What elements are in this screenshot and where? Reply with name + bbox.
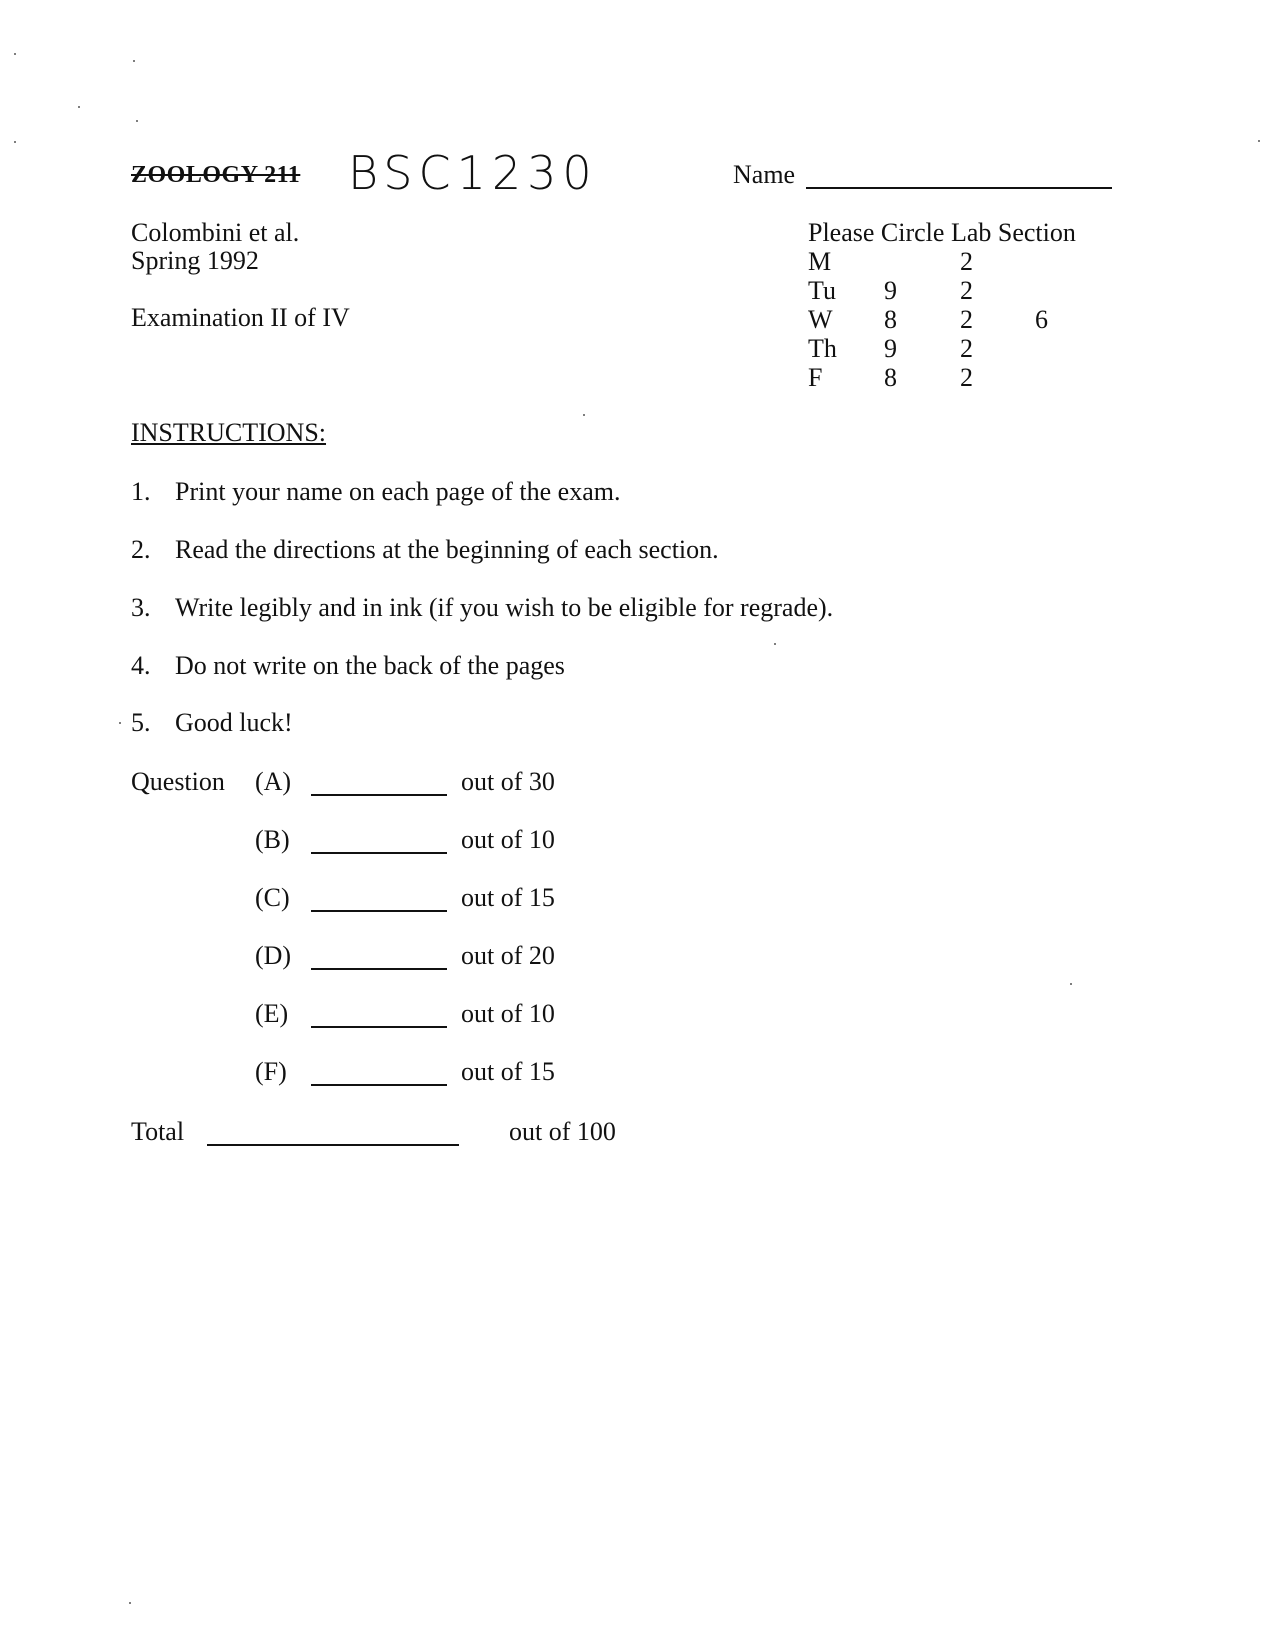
instruction-text: Write legibly and in ink (if you wish to be eligible for regrade). xyxy=(175,593,834,622)
lab-option[interactable]: 2 xyxy=(960,247,973,276)
score-max: out of 15 xyxy=(461,1057,555,1086)
scan-speck xyxy=(583,414,585,416)
instruction-number: 4. xyxy=(131,651,151,680)
instruction-number: 1. xyxy=(131,477,151,506)
score-blank[interactable] xyxy=(311,968,447,970)
instruction-text: Do not write on the back of the pages xyxy=(175,651,565,680)
score-blank[interactable] xyxy=(311,794,447,796)
score-max: out of 10 xyxy=(461,999,555,1028)
score-max: out of 15 xyxy=(461,883,555,912)
lab-option[interactable]: 2 xyxy=(960,334,973,363)
scan-speck xyxy=(136,120,138,122)
instruction-number: 2. xyxy=(131,535,151,564)
lab-option[interactable]: 2 xyxy=(960,276,973,305)
scan-speck xyxy=(14,141,16,143)
question-label: Question xyxy=(131,767,225,796)
lab-day: W xyxy=(808,305,833,334)
total-max: out of 100 xyxy=(509,1117,616,1146)
instructions-heading: INSTRUCTIONS: xyxy=(131,418,327,447)
lab-day: Th xyxy=(808,334,837,363)
name-label: Name xyxy=(733,160,796,189)
handwritten-course-code: BSC1230 xyxy=(348,146,598,200)
score-blank[interactable] xyxy=(311,1084,447,1086)
instruction-text: Read the directions at the beginning of each section. xyxy=(175,535,719,564)
score-row-f xyxy=(131,1057,731,1087)
score-blank[interactable] xyxy=(311,910,447,912)
lab-option[interactable]: 8 xyxy=(884,305,897,334)
exam-title: Examination II of IV xyxy=(131,303,350,332)
scan-speck xyxy=(1070,983,1072,985)
question-letter: (D) xyxy=(255,941,292,970)
score-max: out of 20 xyxy=(461,941,555,970)
score-row-d xyxy=(131,941,731,971)
scan-speck xyxy=(133,60,135,62)
lab-section-title: Please Circle Lab Section xyxy=(808,218,1076,247)
instructor-text: Colombini et al. xyxy=(131,218,300,247)
scan-speck xyxy=(14,53,16,55)
score-row-b xyxy=(131,825,731,855)
score-row-e xyxy=(131,999,731,1029)
total-label: Total xyxy=(131,1117,185,1146)
lab-option[interactable]: 6 xyxy=(1035,305,1048,334)
score-blank[interactable] xyxy=(311,1026,447,1028)
lab-option[interactable]: 2 xyxy=(960,363,973,392)
total-score-blank[interactable] xyxy=(207,1144,459,1146)
score-max: out of 10 xyxy=(461,825,555,854)
score-max: out of 30 xyxy=(461,767,555,796)
scan-speck xyxy=(774,643,776,645)
score-blank[interactable] xyxy=(311,852,447,854)
question-letter: (E) xyxy=(255,999,289,1028)
scan-speck xyxy=(78,106,80,108)
question-letter: (C) xyxy=(255,883,290,912)
score-row-c xyxy=(131,883,731,913)
instruction-number: 5. xyxy=(131,708,151,737)
lab-option[interactable]: 2 xyxy=(960,305,973,334)
score-row-a xyxy=(131,767,731,797)
question-letter: (F) xyxy=(255,1057,287,1086)
question-letter: (A) xyxy=(255,767,292,796)
instruction-text: Good luck! xyxy=(175,708,293,737)
instruction-text: Print your name on each page of the exam. xyxy=(175,477,621,506)
scan-speck xyxy=(129,1602,131,1604)
scan-speck xyxy=(1258,140,1260,142)
instruction-number: 3. xyxy=(131,593,151,622)
lab-day: M xyxy=(808,247,832,276)
lab-day: F xyxy=(808,363,823,392)
name-field[interactable] xyxy=(806,187,1112,189)
scan-speck xyxy=(119,722,121,724)
question-letter: (B) xyxy=(255,825,290,854)
term-text: Spring 1992 xyxy=(131,246,259,275)
lab-option[interactable]: 8 xyxy=(884,363,897,392)
lab-day: Tu xyxy=(808,276,836,305)
lab-option[interactable]: 9 xyxy=(884,334,897,363)
lab-option[interactable]: 9 xyxy=(884,276,897,305)
crossed-out-course-code: ZOOLOGY 211 xyxy=(131,162,301,188)
